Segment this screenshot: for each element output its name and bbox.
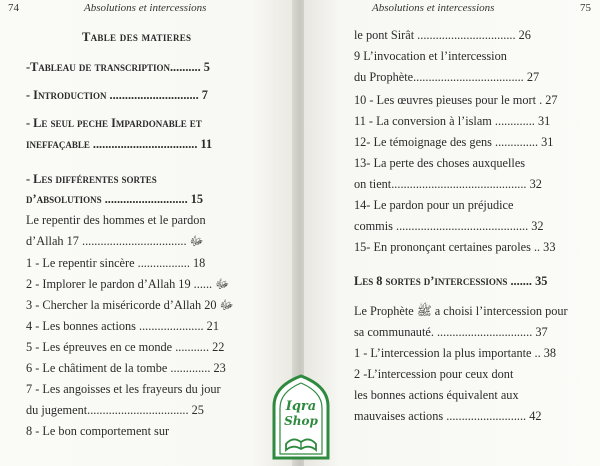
toc-entry: commis ........................................... 32 [354, 219, 544, 233]
toc-entry: les bonnes actions équivalent aux [354, 388, 519, 402]
running-head-left: Absolutions et intercessions [84, 2, 207, 14]
toc-entry: 6 - Le châtiment de la tombe ............. 23 [26, 361, 226, 375]
toc-entry: 2 - Implorer le pardon d’Allah ﷻ ...... 19 [26, 277, 230, 291]
toc-entry: du Prophète.................................... 27 [354, 70, 540, 84]
toc-entry: -Tableau de transcription.......... 5 [26, 60, 210, 74]
toc-entry: - Introduction ............................. 7 [26, 88, 208, 102]
iqra-shop-logo [268, 372, 334, 460]
logo-text-line1: Iqra [285, 399, 317, 414]
toc-entry: du jugement................................. 25 [26, 403, 204, 417]
toc-entry: - Le seul peche Impardonable et [26, 116, 202, 130]
toc-entry: 3 - Chercher la miséricorde d’Allah ﷻ 20 [26, 298, 234, 312]
toc-entry: Les 8 sortes d’intercessions ....... 35 [354, 274, 548, 288]
toc-entry: 1 - Le repentir sincère ................. 18 [26, 256, 206, 270]
toc-entry: 5 - Les épreuves en ce monde ........... 22 [26, 340, 225, 354]
toc-entry: 14- Le pardon pour un préjudice [354, 198, 514, 212]
toc-entry: le pont Sirât ................................ 26 [354, 28, 531, 42]
toc-entry: 10 - Les œuvres pieuses pour le mort . 27 [354, 93, 558, 107]
toc-entry: mauvaises actions .......................... 42 [354, 409, 542, 423]
page-number-right: 75 [580, 2, 591, 14]
toc-entry: 13- La perte des choses auxquelles [354, 156, 526, 170]
toc-entry: d’Allah ﷻ .................................. 17 [26, 234, 204, 248]
toc-entry: 8 - Le bon comportement sur [26, 424, 170, 438]
toc-entry: 15- En prononçant certaines paroles .. 33 [354, 240, 556, 254]
toc-entry: - Les différentes sortes [26, 172, 157, 186]
toc-entry: 1 - L’intercession la plus importante .. 38 [354, 346, 557, 360]
toc-entry: ineffaçable .................................. 11 [26, 137, 213, 151]
toc-entry: 9 L’invocation et l’intercession [354, 49, 507, 63]
toc-entry: 7 - Les angoisses et les frayeurs du jour [26, 382, 221, 396]
toc-entry: d’absolutions ........................... 15 [26, 192, 204, 206]
toc-title: Table des matieres [82, 30, 192, 44]
running-head-right: Absolutions et intercessions [372, 2, 495, 14]
toc-entry: 4 - Les bonnes actions ..................... 21 [26, 319, 219, 333]
toc-entry: 2 -L’intercession pour ceux dont [354, 367, 514, 381]
toc-entry: on tient............................................ 32 [354, 177, 542, 191]
toc-entry: Le repentir des hommes et le pardon [26, 213, 206, 227]
left-page [0, 0, 296, 466]
page-number-left: 74 [8, 2, 19, 14]
toc-entry: 11 - La conversion à l’islam ............. 31 [354, 114, 551, 128]
logo-text-line2: Shop [284, 414, 318, 428]
right-page [304, 0, 600, 466]
toc-entry: Le Prophète ﷺ a choisi l’intercession pour [354, 304, 568, 318]
toc-entry: 12- Le témoignage des gens .............. 31 [354, 135, 554, 149]
toc-entry: sa communauté. ............................... 37 [354, 325, 548, 339]
